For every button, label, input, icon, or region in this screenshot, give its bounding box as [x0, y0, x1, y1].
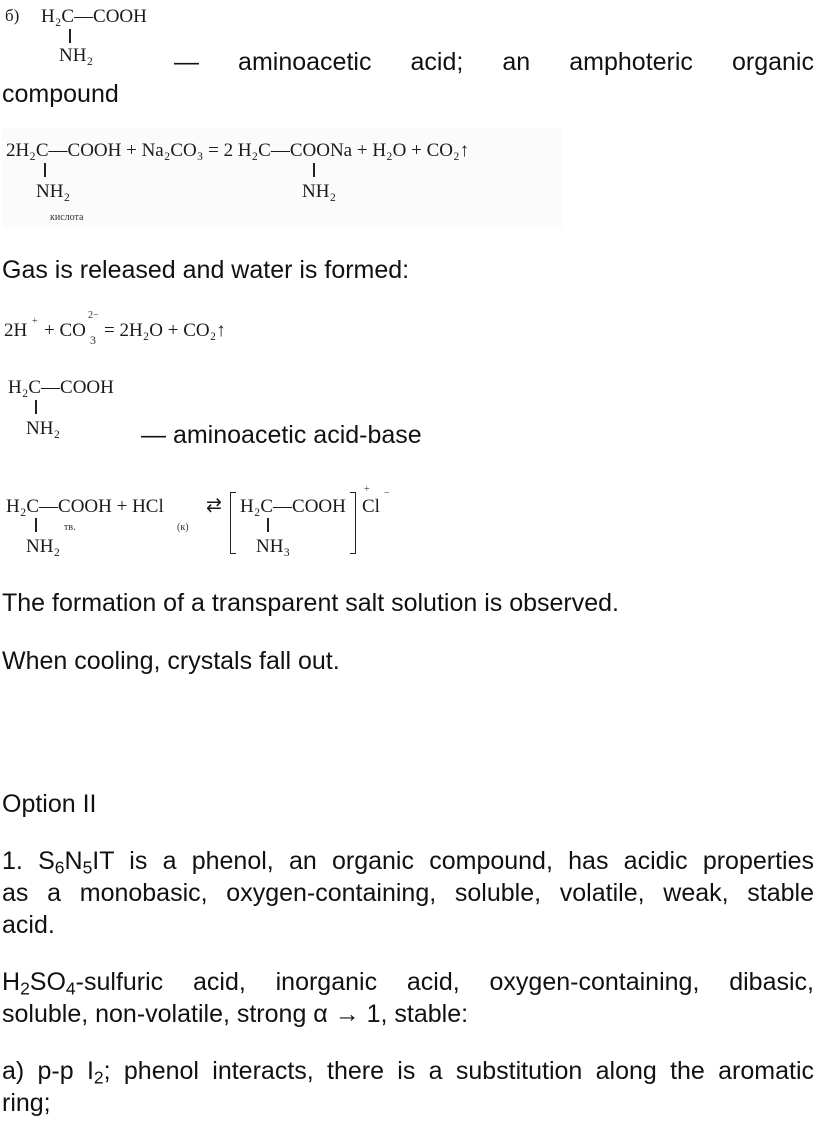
reaction-2-nh3: NH₃	[256, 536, 291, 557]
ionic-2h: 2H	[4, 320, 28, 341]
item-a	[2, 1055, 814, 1119]
formula-top: H₂C—COOH	[41, 6, 147, 27]
h2so4-paragraph	[2, 966, 814, 1030]
charge-plus: +	[364, 484, 370, 495]
reaction-2-nh2: NH₂	[26, 536, 61, 557]
item-1-line-1: 1. $S_6N_5IT$ is a phenol, an organic compound, has acidic properties	[2, 847, 814, 878]
reaction-1-equation: 2H₂C—COOH + Na₂CO₃ = 2 H₂C—COONa + H₂O + CO₂↑	[6, 140, 470, 161]
reaction-1-nh2-b: NH₂	[302, 181, 337, 202]
label-conc: (к)	[177, 522, 189, 533]
reaction-2-arrow: ⇄	[206, 495, 222, 516]
item-1	[2, 845, 814, 941]
reaction-2-product: H₂C—COOH	[240, 496, 346, 517]
ionic-charge-h: +	[32, 316, 38, 327]
observation-2: When cooling, crystals fall out.	[2, 647, 340, 675]
ionic-right: = 2H₂O + CO₂↑	[104, 320, 226, 341]
bond-line	[44, 163, 46, 177]
h2so4-line-1: $H_2SO_4$-sulfuric acid, inorganic acid, oxygen-containing, dibasic,	[2, 968, 814, 999]
item-a-line-1: a) p-p $I_2$; phenol interacts, there is a substitution along the aromatic	[2, 1057, 815, 1088]
ionic-co: + CO	[44, 320, 86, 341]
observation-1: The formation of a transparent salt solution is observed.	[2, 589, 619, 617]
reaction-1-nh2-a: NH₂	[36, 181, 71, 202]
bond-line	[267, 518, 269, 532]
gas-text: Gas is released and water is formed:	[2, 256, 410, 284]
ionic-charge-co3: 2−	[88, 310, 99, 321]
formula-2-desc: — aminoacetic acid-base	[141, 421, 422, 449]
left-bracket	[230, 492, 236, 554]
right-bracket	[350, 492, 356, 554]
ionic-sub-3: 3	[90, 333, 96, 347]
reaction-2-chloride: Cl	[362, 496, 380, 517]
option-heading: Option II	[2, 790, 97, 818]
desc-line-2: compound	[2, 80, 119, 108]
reaction-1-note: кислота	[50, 212, 84, 223]
item-a-line-2: ring;	[2, 1089, 51, 1117]
bond-line	[313, 163, 315, 177]
h2so4-line-2: soluble, non-volatile, strong α → 1, stable:	[2, 1000, 469, 1028]
item-1-line-2: as a monobasic, oxygen-containing, soluble, volatile, weak, stable	[2, 879, 814, 907]
charge-minus: −	[384, 488, 390, 499]
bond-line	[69, 29, 71, 43]
desc-line-1: — aminoacetic acid; an amphoteric organic	[174, 48, 814, 76]
item-1-line-3: acid.	[2, 911, 55, 939]
formula-bottom: NH₂	[59, 45, 94, 66]
formula-2-top: H₂C—COOH	[8, 377, 114, 398]
bond-line	[35, 518, 37, 532]
reaction-2-left: H₂C—COOH + HCl	[6, 496, 164, 517]
label-solid: тв.	[64, 522, 76, 533]
part-marker: б)	[5, 6, 20, 25]
formula-2-bottom: NH₂	[26, 418, 61, 439]
bond-line	[35, 400, 37, 414]
